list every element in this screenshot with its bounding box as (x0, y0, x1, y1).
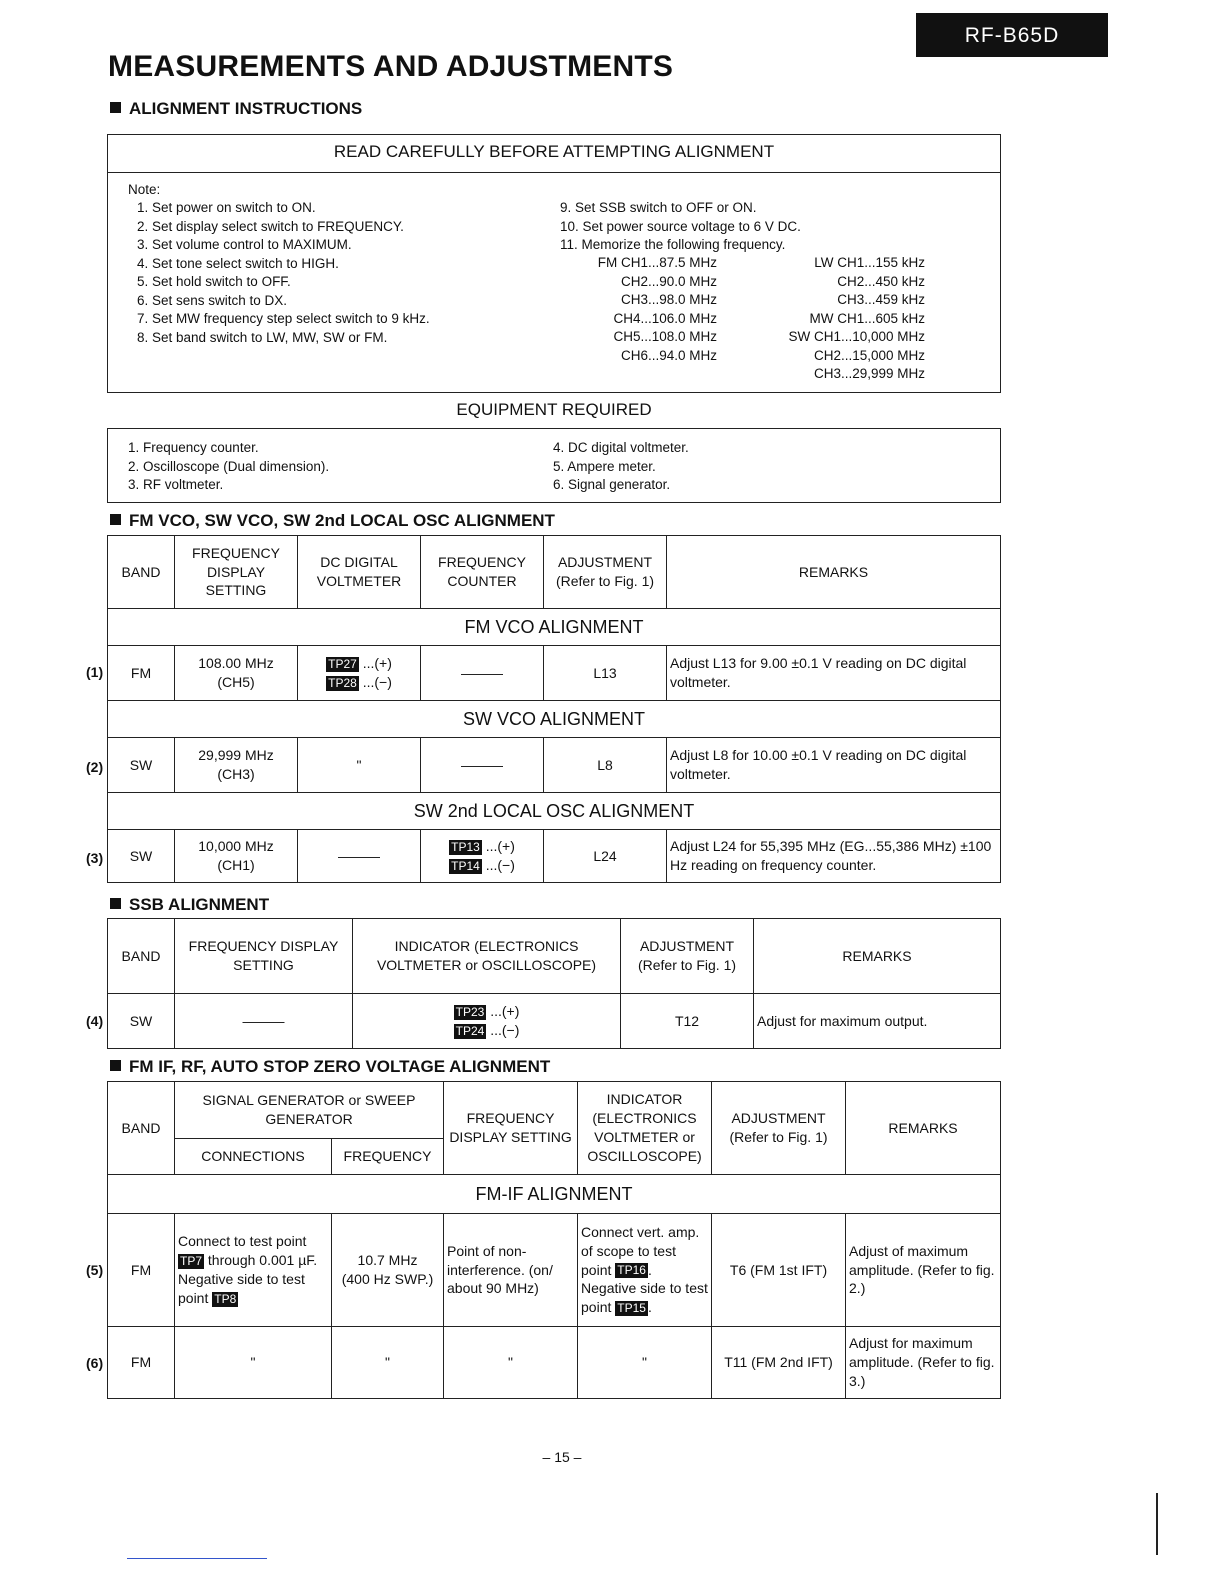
header-signal-generator: SIGNAL GENERATOR or SWEEP GENERATOR (175, 1082, 444, 1139)
read-carefully-heading: READ CAREFULLY BEFORE ATTEMPTING ALIGNMENT (333, 142, 775, 161)
cell-counter: ——— (421, 646, 544, 701)
test-point-badge: TP15 (617, 1301, 646, 1316)
header-connections: CONNECTIONS (175, 1139, 332, 1175)
ind-text: Negative side to test point (581, 1280, 708, 1316)
row-label: (4) (86, 1013, 104, 1029)
header-indicator: INDICATOR (ELECTRONICS VOLTMETER or OSCILLOSCOPE) (578, 1082, 712, 1175)
list-item: 1. Frequency counter. (128, 440, 259, 455)
list-item: CH4...106.0 MHz (613, 310, 717, 326)
section-row-sw-osc: SW 2nd LOCAL OSC ALIGNMENT (108, 793, 1001, 830)
cell-adjustment: L24 (544, 830, 667, 883)
list-item: 10. Set power source voltage to 6 V DC. (560, 218, 801, 234)
cell-freq-channel: (CH3) (217, 766, 255, 782)
list-item: 2. Set display select switch to FREQUENCY. (137, 218, 404, 234)
row-label: (5) (86, 1262, 104, 1278)
notes-left-list (137, 200, 430, 348)
cell-freq-channel: (CH1) (217, 857, 255, 873)
list-item: 5. Set hold switch to OFF. (137, 274, 291, 289)
list-item: 6. Signal generator. (553, 477, 671, 492)
table-row (108, 1214, 1001, 1327)
table-row (108, 994, 1001, 1049)
bullet-square-icon (110, 514, 121, 525)
test-point-badge: TP13 (451, 839, 480, 854)
bullet-square-icon (110, 102, 121, 113)
cell-freq (175, 738, 298, 793)
list-item: 8. Set band switch to LW, MW, SW or FM. (137, 329, 388, 345)
list-item: CH3...29,999 MHz (813, 366, 925, 381)
list-item: 4. Set tone select switch to HIGH. (137, 255, 339, 271)
list-item: 3. RF voltmeter. (128, 477, 224, 492)
equipment-left-list (128, 440, 329, 496)
cell-band: SW (108, 994, 175, 1049)
cell-band: SW (108, 738, 175, 793)
list-item: 7. Set MW frequency step select switch to 9 kHz. (137, 311, 430, 326)
test-point-badge: TP16 (617, 1263, 646, 1278)
list-item: CH6...94.0 MHz (620, 347, 717, 363)
list-item: CH3...459 kHz (837, 292, 925, 307)
cell-band: FM (108, 1214, 175, 1327)
list-item: 2. Oscilloscope (Dual dimension). (128, 458, 330, 474)
cell-freq (175, 646, 298, 701)
section-alignment-heading (110, 99, 362, 119)
ssb-alignment-table (107, 918, 1001, 1049)
table-header-row (108, 1082, 1001, 1139)
section-ssb-heading (110, 895, 269, 915)
test-point-badge: TP28 (328, 675, 357, 690)
cell-connections: " (175, 1327, 332, 1399)
section-fmif-label: FM IF, RF, AUTO STOP ZERO VOLTAGE ALIGNMENT (129, 1057, 551, 1076)
test-point-badge: TP14 (451, 858, 480, 873)
section-fmvco-heading (110, 511, 555, 531)
equipment-right-list (553, 440, 689, 496)
test-point-badge: TP27 (328, 656, 357, 671)
cell-connections (175, 1214, 332, 1327)
list-item: 1. Set power on switch to ON. (137, 200, 316, 215)
cell-remarks: Adjust L13 for 9.00 ±0.1 V reading on DC digital voltmeter. (667, 646, 1001, 701)
fmif-alignment-table (107, 1081, 1001, 1399)
header-frequency: FREQUENCY (332, 1139, 444, 1175)
cell-freq-channel: (CH5) (217, 674, 255, 690)
table-row (108, 646, 1001, 701)
cell-remarks: Adjust L8 for 10.00 ±0.1 V reading on DC digital voltmeter. (667, 738, 1001, 793)
header-freq-display: FREQUENCY DISPLAY SETTING (444, 1082, 578, 1175)
list-item: 6. Set sens switch to DX. (137, 292, 288, 308)
list-item: CH2...90.0 MHz (620, 273, 717, 289)
list-item: SW CH1...10,000 MHz (788, 329, 925, 344)
margin-mark (1156, 1493, 1158, 1555)
note-label: Note: (128, 182, 161, 197)
cell-freq-value: 108.00 MHz (198, 655, 274, 672)
cell-adjustment: L13 (544, 646, 667, 701)
row-label: (1) (86, 664, 104, 680)
cell-band: SW (108, 830, 175, 883)
header-adjustment: ADJUSTMENT (Refer to Fig. 1) (712, 1082, 846, 1175)
test-point-badge: TP7 (180, 1253, 203, 1268)
list-item: 5. Ampere meter. (553, 458, 656, 474)
header-adjustment: ADJUSTMENT (Refer to Fig. 1) (621, 919, 754, 994)
cell-counter (421, 830, 544, 883)
polarity: ...(+) (362, 655, 392, 672)
cell-remarks: Adjust of maximum amplitude. (Refer to fig. 2.) (846, 1214, 1001, 1327)
polarity: ...(+) (490, 1003, 520, 1020)
header-remarks: REMARKS (754, 919, 1001, 994)
list-item: 11. Memorize the following frequency. (560, 237, 786, 252)
polarity: ...(−) (362, 674, 392, 690)
section-row-fm-if: FM-IF ALIGNMENT (108, 1175, 1001, 1214)
cell-indicator: Connect vert. amp. of scope to test point TP16 . Negative side to test point TP15 . (578, 1214, 712, 1327)
test-point-badge: TP23 (455, 1004, 485, 1019)
bullet-square-icon (110, 1060, 121, 1071)
cell-band: FM (108, 1327, 175, 1399)
table-row (108, 738, 1001, 793)
polarity: ...(+) (485, 838, 515, 855)
list-item: CH5...108.0 MHz (613, 329, 717, 344)
conn-text: through 0.001 µF. Negative side to test point (178, 1252, 318, 1306)
cell-freq: ——— (175, 994, 353, 1049)
freq-value: 10.7 MHz (357, 1252, 418, 1269)
cell-voltmeter (298, 646, 421, 701)
page-title: MEASUREMENTS AND ADJUSTMENTS (108, 50, 674, 83)
table-row (108, 830, 1001, 883)
cell-freq (175, 830, 298, 883)
cell-adjustment: T12 (621, 994, 754, 1049)
list-item: CH3...98.0 MHz (620, 292, 717, 307)
cell-remarks: Adjust for maximum amplitude. (Refer to fig. 3.) (846, 1327, 1001, 1399)
freq-sweep: (400 Hz SWP.) (341, 1271, 434, 1287)
cell-remarks: Adjust for maximum output. (754, 994, 1001, 1049)
vco-alignment-table (107, 535, 1001, 883)
footer-rule (127, 1558, 267, 1559)
header-band: BAND (108, 536, 175, 609)
section-alignment-label: ALIGNMENT INSTRUCTIONS (129, 99, 363, 118)
header-freq-counter: FREQUENCY COUNTER (421, 536, 544, 609)
lw-mw-sw-frequency-list (745, 255, 925, 385)
table-row (108, 1327, 1001, 1399)
list-item: 3. Set volume control to MAXIMUM. (137, 237, 352, 252)
page-number: – 15 – (542, 1449, 582, 1465)
section-fmvco-label: FM VCO, SW VCO, SW 2nd LOCAL OSC ALIGNMENT (129, 511, 555, 530)
list-item: CH2...450 kHz (837, 273, 925, 289)
equipment-heading: EQUIPMENT REQUIRED (456, 400, 652, 419)
header-band: BAND (108, 1082, 175, 1175)
cell-freq-value: 10,000 MHz (198, 838, 274, 855)
header-adjustment: ADJUSTMENT (Refer to Fig. 1) (544, 536, 667, 609)
cell-adjustment: L8 (544, 738, 667, 793)
conn-text: Connect to test point (178, 1233, 307, 1250)
list-item: CH2...15,000 MHz (813, 347, 925, 363)
notes-right-list (560, 200, 801, 256)
list-item: LW CH1...155 kHz (814, 255, 925, 270)
cell-band: FM (108, 646, 175, 701)
bullet-square-icon (110, 898, 121, 909)
row-label: (2) (86, 759, 104, 775)
row-label: (3) (86, 850, 104, 866)
cell-voltmeter: " (298, 738, 421, 793)
header-freq-display: FREQUENCY DISPLAY SETTING (175, 536, 298, 609)
section-ssb-label: SSB ALIGNMENT (129, 895, 270, 914)
cell-adjustment: T6 (FM 1st IFT) (712, 1214, 846, 1327)
polarity: ...(−) (490, 1022, 520, 1038)
header-remarks: REMARKS (667, 536, 1001, 609)
cell-frequency (332, 1214, 444, 1327)
row-label: (6) (86, 1355, 104, 1371)
section-fmif-heading (110, 1057, 550, 1077)
cell-indicator: " (578, 1327, 712, 1399)
test-point-badge: TP24 (455, 1023, 485, 1038)
list-item: MW CH1...605 kHz (809, 310, 925, 326)
cell-freq-display: Point of non-interference. (on/ about 90 MHz) (444, 1214, 578, 1327)
fm-frequency-list (580, 255, 717, 366)
section-row-fm-vco: FM VCO ALIGNMENT (108, 609, 1001, 646)
table-header-row (108, 536, 1001, 609)
cell-remarks: Adjust L24 for 55,395 MHz (EG...55,386 MHz) ±100 Hz reading on frequency counter. (667, 830, 1001, 883)
list-item: 9. Set SSB switch to OFF or ON. (560, 200, 757, 215)
header-band: BAND (108, 919, 175, 994)
list-item: 4. DC digital voltmeter. (553, 440, 689, 455)
polarity: ...(−) (485, 857, 515, 873)
table-header-row (108, 919, 1001, 994)
header-indicator: INDICATOR (ELECTRONICS VOLTMETER or OSCILLOSCOPE) (353, 919, 621, 994)
cell-counter: ——— (421, 738, 544, 793)
cell-freq-display: " (444, 1327, 578, 1399)
cell-adjustment: T11 (FM 2nd IFT) (712, 1327, 846, 1399)
header-dc-voltmeter: DC DIGITAL VOLTMETER (298, 536, 421, 609)
header-remarks: REMARKS (846, 1082, 1001, 1175)
ind-text: Connect vert. amp. of scope to test point (581, 1223, 700, 1278)
header-freq-display: FREQUENCY DISPLAY SETTING (175, 919, 353, 994)
cell-freq-value: 29,999 MHz (198, 747, 274, 764)
list-item: FM CH1...87.5 MHz (597, 255, 717, 270)
cell-voltmeter: ——— (298, 830, 421, 883)
divider (107, 172, 1001, 173)
cell-indicator (353, 994, 621, 1049)
cell-frequency: " (332, 1327, 444, 1399)
model-badge: RF-B65D (916, 13, 1108, 57)
test-point-badge: TP8 (214, 1291, 237, 1306)
section-row-sw-vco: SW VCO ALIGNMENT (108, 701, 1001, 738)
